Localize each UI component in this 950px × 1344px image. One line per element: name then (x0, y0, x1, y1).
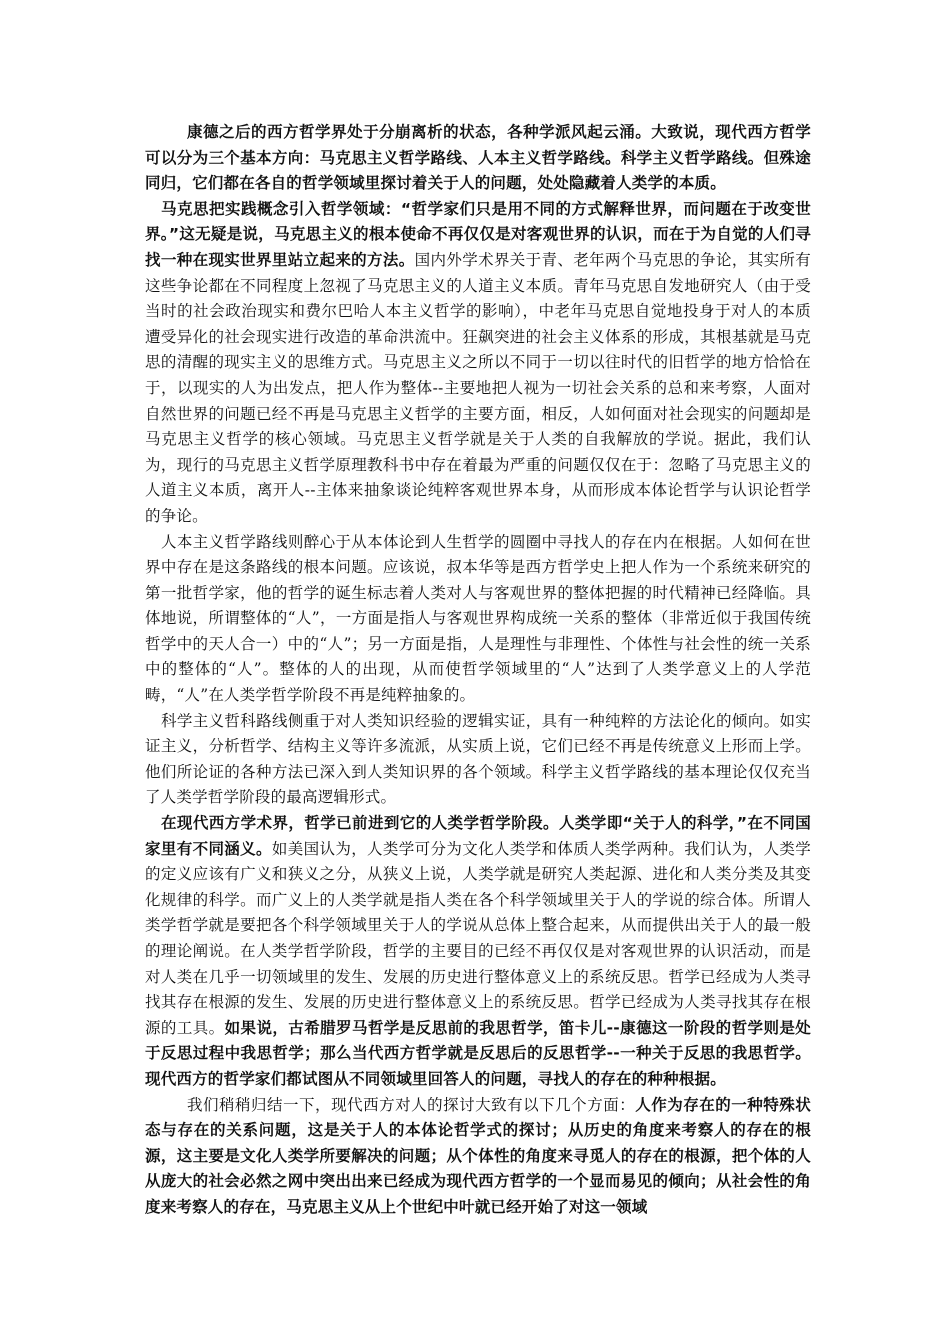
paragraph-2-normal-run: 国内外学术界关于青、老年两个马克思的争论，其实所有这些争论都在不同程度上忽视了马克思主义的人道主义本质。青年马克思自发地研究人（由于受当时的社会政治现实和费尔巴哈人本主义哲学的影响），中老年马克思自觉地投身于对人的本质遭受异化的社会现实进行改造的革命洪流中。狂飙突进的社会主义体系的形成，其根基就是马克思的清醒的现实主义的思维方式。马克思主义之所以不同于一切以往时代的旧哲学的地方恰恰在于，以现实的人为出发点，把人作为整体--主要地把人视为一切社会关系的总和来考察，人面对自然世界的问题已经不再是马克思主义哲学的主要方面，相反，人如何面对社会现实的问题却是马克思主义哲学的核心领域。马克思主义哲学就是关于人类的自我解放的学说。据此，我们认为，现行的马克思主义哲学原理教科书中存在着最为严重的问题仅仅在于：忽略了马克思主义的人道主义本质，离开人--主体来抽象谈论纯粹客观世界本身，从而形成本体论哲学与认识论哲学的争论。 (145, 250, 811, 525)
paragraph-2 (145, 197, 811, 530)
paragraph-1 (145, 120, 811, 197)
paragraph-1-bold-run: 康德之后的西方哲学界处于分崩离析的状态，各种学派风起云涌。大致说，现代西方哲学可以分为三个基本方向：马克思主义哲学路线、人本主义哲学路线。科学主义哲学路线。但殊途同归，它们都在各自的哲学领域里探讨着关于人的问题，处处隐藏着人类学的本质。 (145, 123, 811, 193)
paragraph-6 (145, 1093, 811, 1221)
paragraph-2-bold-run: 马克思把实践概念引入哲学领域：“哲学家们只是用不同的方式解释世界，而问题在于改变世界。”这无疑是说，马克思主义的根本使命不再仅仅是对客观世界的认识，而在于为自觉的人们寻找一种在现实世界里站立起来的方法。 (145, 199, 811, 269)
paragraph-6-bold-run: 人作为存在的一种特殊状态与存在的关系问题，这是关于人的本体论哲学式的探讨；从历史的角度来考察人的存在的根源，这主要是文化人类学所要解决的问题；从个体性的角度来寻觅人的存在的根源，把个体的人从庞大的社会必然之网中突出出来已经成为现代西方哲学的一个显而易见的倾向；从社会性的角度来考察人的存在，马克思主义从上个世纪中叶就已经开始了对这一领域 (145, 1095, 811, 1216)
paragraph-6-normal-run: 我们稍稍归结一下，现代西方对人的探讨大致有以下几个方面： (187, 1095, 636, 1114)
paragraph-5-bold-run-1: 在现代西方学术界，哲学已前进到它的人类学哲学阶段。人类学即“关于人的科学，”在不同国家里有不同涵义。 (145, 814, 811, 858)
paragraph-5-normal-run: 如美国认为，人类学可分为文化人类学和体质人类学两种。我们认为，人类学的定义应该有广义和狭义之分，从狭义上说，人类学就是研究人类起源、进化和人类分类及其变化规律的科学。而广义上的人类学就是指人类在各个科学领域里关于人的学说的综合体。所谓人类学哲学就是要把各个科学领域里关于人的学说从总体上整合起来，从而提供出关于人的最一般的理论阐说。在人类学哲学阶段，哲学的主要目的已经不再仅仅是对客观世界的认识活动，而是对人类在几乎一切领域里的发生、发展的历史进行整体意义上的系统反思。哲学已经成为人类寻找其存在根源的发生、发展的历史进行整体意义上的系统反思。哲学已经成为人类寻找其存在根源的工具。 (145, 839, 811, 1037)
paragraph-5 (145, 811, 811, 1093)
paragraph-3 (145, 530, 811, 709)
paragraph-5-bold-run-2: 如果说，古希腊罗马哲学是反思前的我思哲学，笛卡儿--康德这一阶段的哲学则是处于反思过程中我思哲学；那么当代西方哲学就是反思后的反思哲学--一种关于反思的我思哲学。现代西方的哲学家们都试图从不同领域里回答人的问题，寻找人的存在的种种根据。 (145, 1018, 811, 1088)
paragraph-4-normal-run: 科学主义哲科路线侧重于对人类知识经验的逻辑实证，具有一种纯粹的方法论化的倾向。如实证主义，分析哲学、结构主义等许多流派，从实质上说，它们已经不再是传统意义上形而上学。他们所论证的各种方法已深入到人类知识界的各个领域。科学主义哲学路线的基本理论仅仅充当了人类学哲学阶段的最高逻辑形式。 (145, 711, 811, 807)
document-body (145, 120, 811, 1221)
paragraph-4 (145, 709, 811, 811)
paragraph-3-normal-run: 人本主义哲学路线则醉心于从本体论到人生哲学的圆圈中寻找人的存在内在根据。人如何在世界中存在是这条路线的根本问题。应该说，叔本华等是西方哲学史上把人作为一个系统来研究的第一批哲学家，他的哲学的诞生标志着人类对人与客观世界的整体把握的时代精神已经降临。具体地说，所谓整体的“人”，一方面是指人与客观世界构成统一关系的整体（非常近似于我国传统哲学中的天人合一）中的“人”；另一方面是指，人是理性与非理性、个体性与社会性的统一关系中的整体的“人”。整体的人的出现，从而使哲学领域里的“人”达到了人类学意义上的人学范畴，“人”在人类学哲学阶段不再是纯粹抽象的。 (145, 532, 811, 705)
